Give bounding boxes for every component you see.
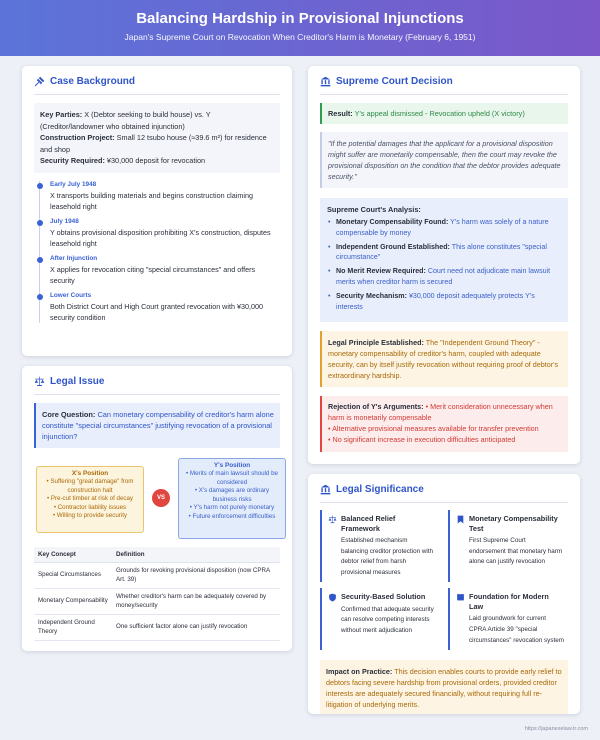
column-header: Definition <box>112 547 280 563</box>
key-parties-value: X (Debtor seeking to build house) vs. Y (Creditor/landowner who obtained injunction) <box>40 110 211 131</box>
analysis-item <box>327 217 561 239</box>
table-row <box>34 563 280 589</box>
case-background-panel <box>22 66 292 356</box>
significance-grid <box>320 510 568 650</box>
timeline-item <box>34 292 280 323</box>
security-value: ¥30,000 deposit for revocation <box>106 156 206 166</box>
significance-card <box>448 588 568 650</box>
x-position-item: • Willing to provide security <box>52 512 128 520</box>
significance-card <box>448 510 568 582</box>
analysis-label: No Merit Review Required: <box>336 267 426 276</box>
court-quote: "If the potential damages that the applicant for a provisional disposition might suffer are monetarily compensable, then the court may revoke the provisional disposition on the condition that the debtor provides adequate security." <box>320 132 568 188</box>
card-title: Security-Based Solution <box>341 592 426 602</box>
card-heading <box>328 592 436 602</box>
core-question-box <box>34 403 280 448</box>
card-text: Laid groundwork for current CPRA Article 39 "special circumstances" revocation system <box>469 615 564 644</box>
analysis-item <box>327 266 561 288</box>
analysis-text: Y's harm was solely of a nature compensable by money <box>336 218 549 237</box>
rejection-item: • Merit consideration unnecessary when harm is monetarily compensable <box>328 402 553 423</box>
impact-label: Impact on Practice: <box>326 667 393 677</box>
y-position-title: Y's Position <box>213 462 251 469</box>
card-title: Foundation for Modern Law <box>469 592 549 611</box>
timeline-item <box>34 218 280 249</box>
timeline-item <box>34 255 280 286</box>
y-position-item: • Merits of main lawsuit should be considered <box>186 470 278 486</box>
significance-heading <box>320 484 568 495</box>
y-position-item: • X's damages are ordinary business risks <box>194 487 270 503</box>
y-position-item: • Future enforcement difficulties <box>188 512 276 520</box>
rejection-item: • Alternative provisional measures available for transfer prevention <box>328 423 539 433</box>
timeline-dot <box>37 183 43 189</box>
legal-issue-panel <box>22 366 292 651</box>
divider <box>34 94 280 95</box>
courthouse-icon <box>320 484 331 495</box>
analysis-item <box>327 291 561 313</box>
x-position-item: • Suffering "great damage" from construction halt <box>46 478 134 494</box>
x-position-item: • Contractor liability issues <box>53 503 127 511</box>
case-background-title: Case Background <box>50 76 136 87</box>
divider <box>320 502 568 503</box>
vs-badge: VS <box>152 489 170 507</box>
timeline <box>34 181 280 323</box>
result-box <box>320 103 568 124</box>
analysis-text: ¥30,000 deposit adequately protects Y's interests <box>336 291 535 311</box>
supreme-court-decision-panel <box>308 66 580 464</box>
page-title: Balancing Hardship in Provisional Injunctions <box>136 10 464 27</box>
legal-principle-box <box>320 331 568 387</box>
card-title: Balanced Relief Framework <box>341 514 396 533</box>
impact-box <box>320 660 568 714</box>
legal-significance-panel <box>308 474 580 714</box>
key-concepts-table <box>34 547 280 641</box>
timeline-text: X applies for revocation citing "special circumstances" and offers security <box>50 264 256 285</box>
analysis-text: This alone constitutes "special circumstance" <box>336 242 547 262</box>
core-question-text: Can monetary compensability of creditor's harm alone constitute "special circumstances" justifying revocation of a provisional injunction? <box>42 410 274 441</box>
table-row <box>34 589 280 615</box>
scale-icon <box>34 376 45 387</box>
core-question-label: Core Question: <box>42 410 96 419</box>
page-header <box>0 0 600 56</box>
project-label: Construction Project: <box>40 133 115 143</box>
definition-cell: One sufficient factor alone can justify revocation <box>112 615 280 641</box>
card-text: Confirmed that adequate security can resolve competing interests without merit adjudication <box>341 605 434 635</box>
card-title: Monetary Compensability Test <box>469 514 558 533</box>
case-background-heading <box>34 76 280 87</box>
rejection-item: • No significant increase in execution difficulties anticipated <box>328 434 516 444</box>
gavel-icon <box>34 76 45 87</box>
project-value: Small 12 tsubo house (≈39.6 m²) for residence and shop <box>40 133 267 154</box>
card-text: Established mechanism balancing creditor protection with debtor relief from harsh provisional measures <box>341 537 434 576</box>
timeline-date: Early July 1948 <box>50 180 97 188</box>
shield-icon <box>328 593 337 602</box>
divider <box>320 94 568 95</box>
analysis-label: Security Mechanism: <box>336 291 407 300</box>
timeline-text: Both District Court and High Court granted revocation with ¥30,000 security condition <box>50 301 263 322</box>
card-text: First Supreme Court endorsement that monetary harm alone can justify revocation <box>469 537 563 566</box>
decision-title: Supreme Court Decision <box>336 76 453 87</box>
analysis-item <box>327 242 561 264</box>
table-row <box>34 615 280 641</box>
footer-link[interactable]: https://japaneselaw.tr.com <box>524 726 588 732</box>
legal-issue-title: Legal Issue <box>50 376 105 387</box>
timeline-text: Y obtains provisional disposition prohibiting X's construction, disputes leasehold right <box>50 227 271 248</box>
y-position-item: • Y's harm not purely monetary <box>189 504 275 512</box>
definition-cell: Whether creditor's harm can be adequately covered by money/security <box>112 589 280 615</box>
security-label: Security Required: <box>40 156 105 166</box>
courthouse-icon <box>320 76 331 87</box>
principle-text: The "Independent Ground Theory" - monetary compensability of creditor's harm, coupled with adequate security, can by itself justify revocation without requiring proof of debtor's extraordinary hardship. <box>328 338 559 381</box>
timeline-dot <box>37 220 43 226</box>
concept-cell: Monetary Compensability <box>34 589 112 615</box>
x-position-title: X's Position <box>71 470 109 477</box>
principle-label: Legal Principle Established: <box>328 338 424 348</box>
book-icon <box>456 593 465 602</box>
table-header-row <box>34 547 280 563</box>
analysis-box <box>320 198 568 322</box>
rejection-box <box>320 396 568 451</box>
impact-text: This decision enables courts to provide early relief to debtors facing severe hardship from provisional orders, provided creditor interests are adequately secured financially, without requiring full re-litigation of underlying merits. <box>326 667 562 710</box>
divider <box>34 394 280 395</box>
definition-cell: Grounds for revoking provisional disposition (now CPRA Art. 39) <box>112 563 280 589</box>
legal-issue-heading <box>34 376 280 387</box>
timeline-date: July 1948 <box>50 217 79 225</box>
significance-title: Legal Significance <box>336 484 424 495</box>
key-facts-box <box>34 103 280 173</box>
significance-card <box>320 588 440 650</box>
positions-comparison <box>34 458 280 540</box>
rejection-label: Rejection of Y's Arguments: <box>328 402 424 412</box>
timeline-dot <box>37 294 43 300</box>
timeline-date: Lower Courts <box>50 291 92 299</box>
result-text: Y's appeal dismissed - Revocation upheld (X victory) <box>354 109 525 118</box>
page-subtitle: Japan's Supreme Court on Revocation When Creditor's Harm is Monetary (February 6, 1951) <box>124 32 476 42</box>
analysis-label: Monetary Compensability Found: <box>336 218 449 226</box>
concept-cell: Special Circumstances <box>34 563 112 589</box>
card-heading <box>456 592 564 611</box>
column-header: Key Concept <box>34 547 112 563</box>
concept-cell: Independent Ground Theory <box>34 615 112 641</box>
result-label: Result: <box>328 109 353 118</box>
timeline-date: After Injunction <box>50 254 98 262</box>
analysis-label: Independent Ground Established: <box>336 242 450 251</box>
x-position-item: • Pre-cut timber at risk of decay <box>46 495 134 503</box>
timeline-dot <box>37 257 43 263</box>
key-parties-label: Key Parties: <box>40 110 83 119</box>
timeline-item <box>34 181 280 212</box>
decision-heading <box>320 76 568 87</box>
y-position-box <box>178 458 286 539</box>
analysis-text: Court need not adjudicate main lawsuit merits when creditor harm is secured <box>336 267 551 286</box>
timeline-text: X transports building materials and begins construction claiming leasehold right <box>50 190 253 211</box>
card-heading <box>328 514 436 533</box>
significance-card <box>320 510 440 582</box>
scale-icon <box>328 515 337 524</box>
x-position-box <box>36 466 144 533</box>
card-heading <box>456 514 564 533</box>
analysis-title: Supreme Court's Analysis: <box>327 205 421 214</box>
bookmark-icon <box>456 515 465 524</box>
